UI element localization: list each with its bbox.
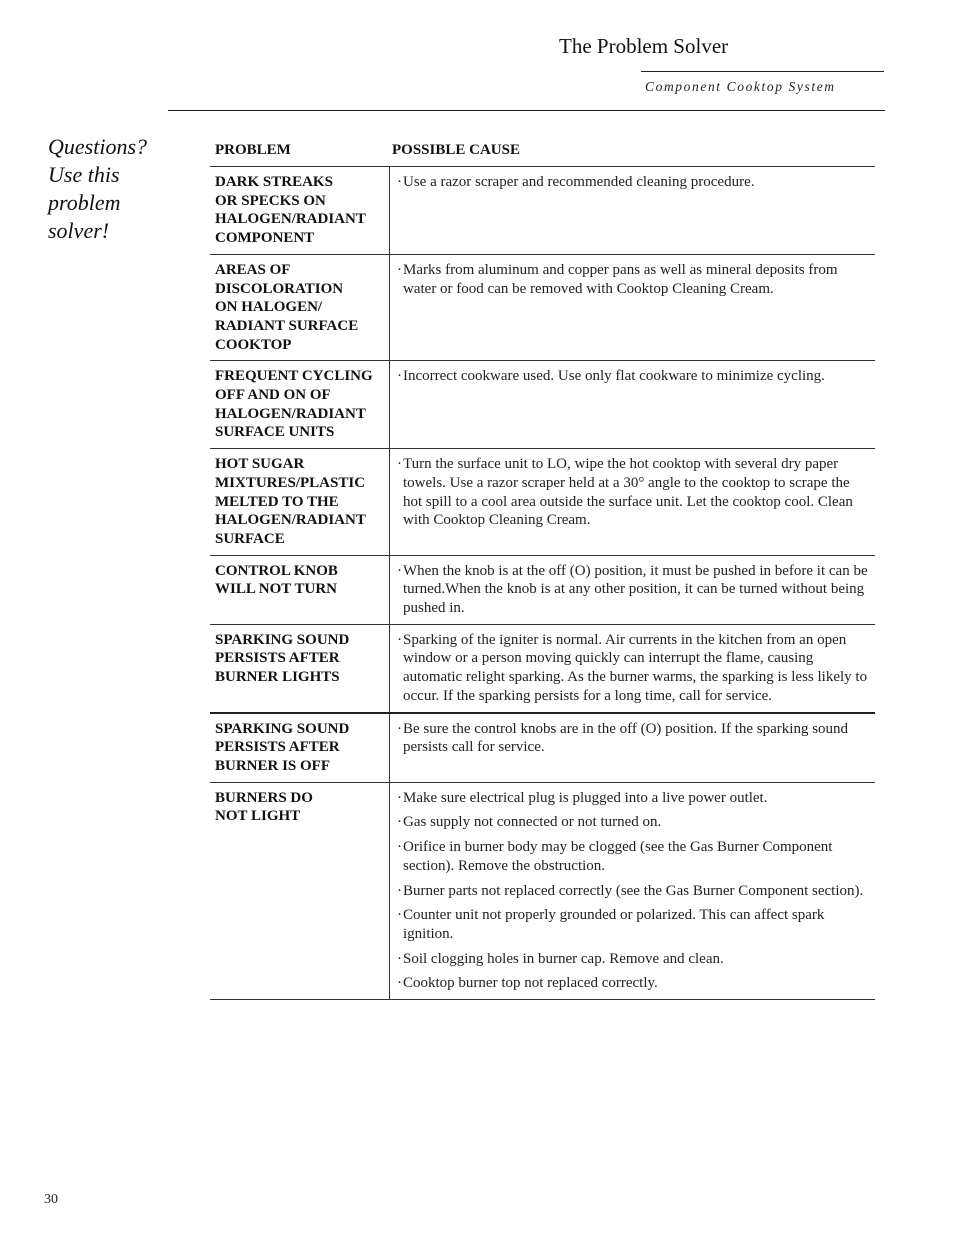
cause-cell [390, 625, 875, 712]
problem-line: ON HALOGEN/ [215, 299, 323, 316]
bullet-icon: · [397, 814, 402, 831]
cause-text: Marks from aluminum and copper pans as well as mineral deposits from water or food can be removed with Cooktop Cleaning Cream. [403, 261, 838, 297]
cause-item [397, 173, 871, 192]
problem-solver-table [210, 140, 875, 1000]
problem-line: AREAS OF [215, 261, 291, 278]
header-divider-long [168, 110, 885, 111]
cause-cell [390, 255, 875, 361]
cause-item [397, 789, 871, 808]
problem-line: MELTED TO THE [215, 493, 339, 510]
bullet-icon: · [397, 789, 402, 806]
cause-text: Counter unit not properly grounded or polarized. This can affect spark ignition. [403, 907, 825, 942]
cause-item [397, 455, 871, 530]
cause-item [397, 631, 871, 706]
cause-text: Gas supply not connected or not turned on. [403, 814, 662, 831]
cause-item [397, 261, 871, 298]
cause-cell [390, 783, 875, 999]
cause-text: Burner parts not replaced correctly (see the Gas Burner Component section). [403, 882, 864, 899]
cause-text: Be sure the control knobs are in the off (O) position. If the sparking sound persists call for service. [403, 720, 849, 756]
cause-item [397, 838, 871, 875]
problem-cell [210, 625, 390, 712]
problem-line: BURNERS DO [215, 789, 313, 806]
cause-item [397, 882, 871, 901]
section-subtitle: Component Cooktop System [645, 79, 836, 94]
cause-text: Cooktop burner top not replaced correctly. [403, 975, 658, 992]
bullet-icon: · [397, 562, 402, 579]
table-body [210, 167, 875, 1000]
table-row [210, 255, 875, 362]
problem-line: MIXTURES/PLASTIC [215, 474, 366, 491]
bullet-icon: · [397, 631, 402, 648]
problem-line: HALOGEN/RADIANT [215, 512, 366, 529]
bullet-icon: · [397, 907, 402, 924]
problem-line: SPARKING SOUND [215, 720, 350, 737]
cause-item [397, 367, 871, 386]
bullet-icon: · [397, 456, 402, 473]
problem-line: NOT LIGHT [215, 808, 301, 825]
problem-line: COMPONENT [215, 230, 315, 247]
table-row [210, 714, 875, 783]
cause-text: Soil clogging holes in burner cap. Remove and clean. [403, 950, 724, 967]
cause-item [397, 950, 871, 969]
problem-line: FREQUENT CYCLING [215, 368, 373, 385]
problem-line: SPARKING SOUND [215, 631, 350, 648]
bullet-icon: · [397, 975, 402, 992]
cause-text: Turn the surface unit to LO, wipe the hot cooktop with several dry paper towels. Use a razor scraper held at a 30° angle to the cooktop to scrape the hot spill to a cool area outside the surface unit. Let the cooktop cool. Clean with Cooktop Cleaning Cream. [403, 456, 853, 529]
sidebar-line: Questions? [48, 134, 147, 159]
cause-item [397, 720, 871, 757]
problem-line: PERSISTS AFTER [215, 739, 340, 756]
problem-line: RADIANT SURFACE [215, 317, 359, 334]
cause-text: Use a razor scraper and recommended cleaning procedure. [403, 174, 755, 190]
sidebar-line: problem [48, 190, 121, 215]
column-header-problem: PROBLEM [215, 142, 291, 158]
table-row [210, 556, 875, 625]
problem-cell [210, 556, 390, 624]
bullet-icon: · [397, 950, 402, 967]
cause-cell [390, 714, 875, 782]
table-row [210, 783, 875, 1000]
table-row [210, 361, 875, 449]
bullet-icon: · [397, 839, 402, 856]
cause-text: Sparking of the igniter is normal. Air currents in the kitchen from an open window or a person moving quickly can interrupt the flame, causing automatic relight sparking. As the burner warms, the sparking is less likely to occur. If the sparking persists for a long time, call for service. [403, 631, 868, 704]
cause-item [397, 562, 871, 618]
problem-line: WILL NOT TURN [215, 581, 337, 598]
cause-cell [390, 449, 875, 555]
cause-text: Make sure electrical plug is plugged into a live power outlet. [403, 789, 768, 806]
cause-text: When the knob is at the off (O) position, it must be pushed in before it can be turned.When the knob is at any other position, it can be turned without being pushed in. [403, 562, 868, 617]
bullet-icon: · [397, 368, 402, 385]
cause-cell [390, 556, 875, 624]
problem-line: OR SPECKS ON [215, 192, 326, 209]
problem-line: HALOGEN/RADIANT [215, 211, 366, 228]
bullet-icon: · [397, 174, 402, 190]
sidebar-line: Use this [48, 162, 120, 187]
cause-cell [390, 167, 875, 254]
problem-cell [210, 255, 390, 361]
cause-text: Incorrect cookware used. Use only flat cookware to minimize cycling. [403, 368, 825, 385]
cause-item [397, 974, 871, 993]
problem-line: DISCOLORATION [215, 280, 344, 297]
problem-line: COOKTOP [215, 336, 292, 353]
problem-line: PERSISTS AFTER [215, 650, 340, 667]
page-title: The Problem Solver [559, 34, 729, 58]
bullet-icon: · [397, 720, 402, 737]
page-number: 30 [44, 1192, 58, 1207]
table-row [210, 449, 875, 556]
problem-line: SURFACE UNITS [215, 424, 335, 441]
problem-line: HOT SUGAR [215, 456, 305, 473]
problem-line: HALOGEN/RADIANT [215, 405, 366, 422]
problem-cell [210, 167, 390, 254]
bullet-icon: · [397, 261, 402, 278]
problem-cell [210, 361, 390, 448]
header-divider-short [641, 71, 884, 72]
problem-line: BURNER LIGHTS [215, 669, 340, 686]
sidebar-callout [48, 133, 178, 245]
cause-cell [390, 361, 875, 448]
cause-text: Orifice in burner body may be clogged (see the Gas Burner Component section). Remove the obstruction. [403, 839, 833, 874]
cause-item [397, 813, 871, 832]
problem-line: SURFACE [215, 530, 285, 547]
table-row [210, 625, 875, 714]
problem-line: OFF AND ON OF [215, 387, 331, 404]
problem-cell [210, 714, 390, 782]
problem-cell [210, 783, 390, 999]
sidebar-line: solver! [48, 218, 110, 243]
bullet-icon: · [397, 882, 402, 899]
problem-line: BURNER IS OFF [215, 757, 331, 774]
problem-line: CONTROL KNOB [215, 562, 338, 579]
problem-line: DARK STREAKS [215, 174, 333, 190]
problem-cell [210, 449, 390, 555]
table-row [210, 167, 875, 255]
cause-item [397, 906, 871, 943]
column-header-cause: POSSIBLE CAUSE [392, 142, 520, 158]
table-header [210, 140, 875, 167]
